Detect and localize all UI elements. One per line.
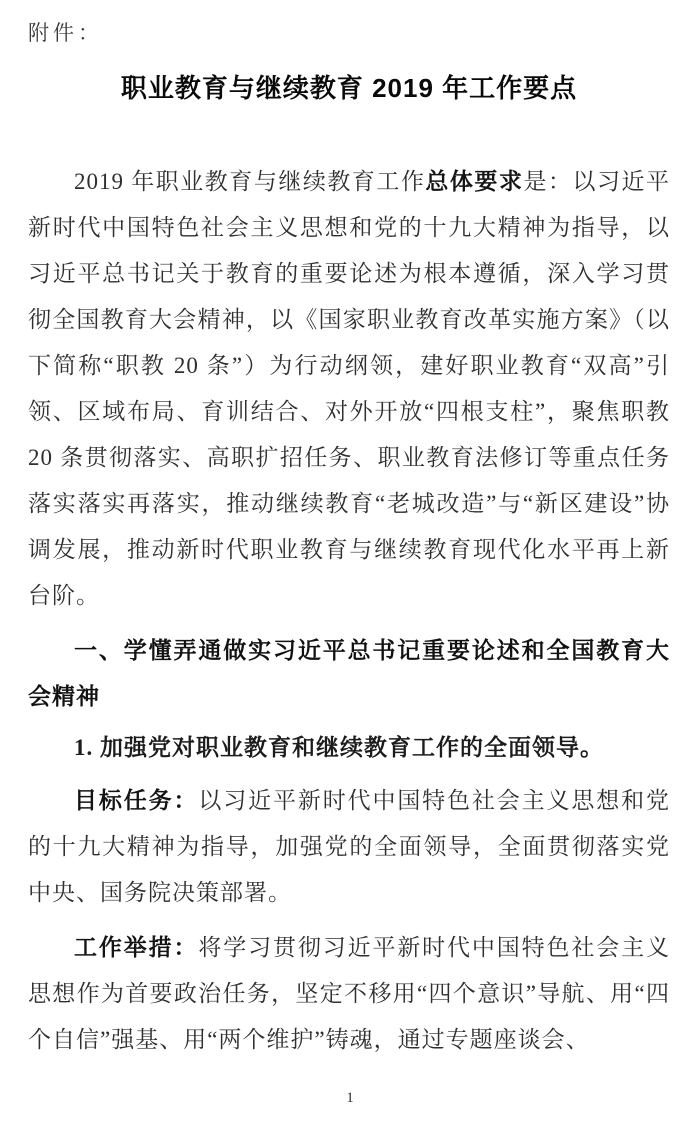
goal-tasks-text: 以习近平新时代中国特色社会主义思想和党的十九大精神为指导，加强党的全面领导，全面贯彻落实党中央、国务院决策部署。 [28,788,671,905]
paragraph-goal-tasks [28,777,670,916]
document-body [28,158,670,1063]
document-title: 职业教育与继续教育 2019 年工作要点 [120,73,578,103]
paragraph-work-measures [28,924,670,1063]
overview-text-post: 是：以习近平新时代中国特色社会主义思想和党的十九大精神为指导，以习近平总书记关于教育的重要论述为根本遵循，深入学习贯彻全国教育大会精神，以《国家职业教育改革实施方案》（以下简称“职教 20 条”）为行动纲领，建好职业教育“双高”引领、区域布局、育训结合、对外开放“四根支柱”，聚焦职教 20 条贯彻落实、高职扩招任务、职业教育法修订等重点任务落实落实再落实，推动继续教育“老城改造”与“新区建设”协调发展，推动新时代职业教育与继续教育现代化水平再上新台阶。 [28,169,671,608]
attachment-label: 附件： [28,21,103,45]
work-measures-label: 工作举措： [74,934,199,960]
overview-text-pre: 2019 年职业教育与继续教育工作 [74,169,426,194]
subsection-heading-1-1: 1. 加强党对职业教育和继续教育工作的全面领导。 [74,735,604,760]
work-measures-text: 将学习贯彻习近平新时代中国特色社会主义思想作为首要政治任务，坚定不移用“四个意识”导航、用“四个自信”强基、用“两个维护”铸魂，通过专题座谈会、 [28,935,671,1052]
overview-text-bold: 总体要求 [425,168,524,194]
page-number: 1 [346,1090,354,1106]
goal-tasks-label: 目标任务： [74,787,199,813]
section-heading-1: 一、学懂弄通做实习近平总书记重要论述和全国教育大会精神 [28,637,670,709]
paragraph-overview [28,158,670,619]
